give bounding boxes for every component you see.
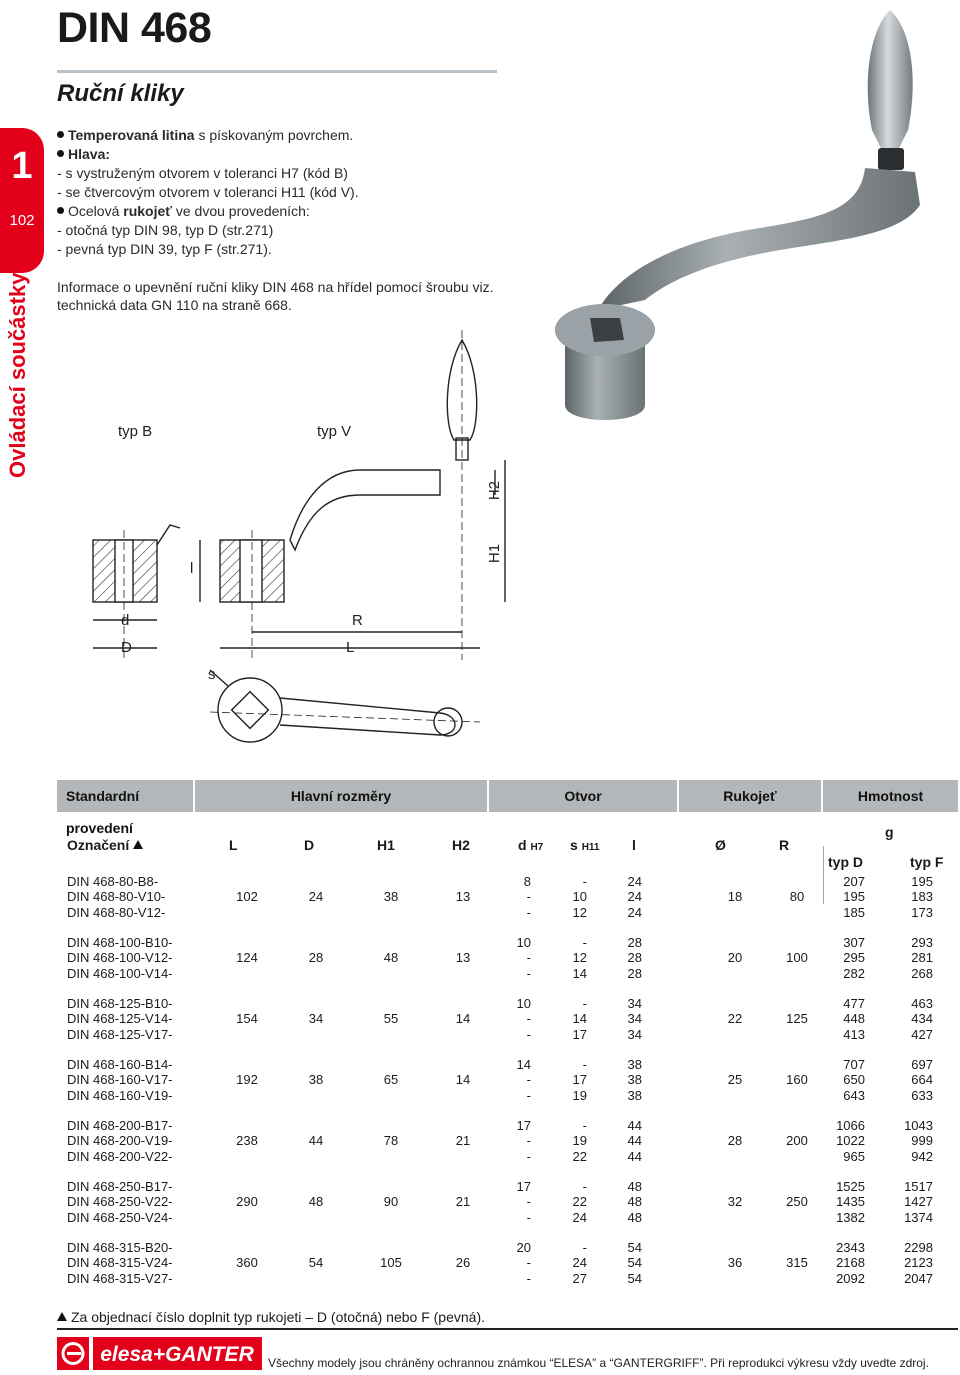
cell-dia: 18 [727, 889, 743, 905]
cell-l: 34 [627, 996, 642, 1011]
label-R: R [352, 612, 363, 629]
col-s-text: s [570, 837, 578, 853]
hub-v-bore [240, 540, 262, 602]
cell-weight-typ-d: 1525 [836, 1179, 865, 1194]
cell-weight-typ-f: 1517 [904, 1179, 933, 1194]
cell-d: 10 [516, 996, 531, 1011]
table-row-group [57, 1179, 958, 1240]
cell-d: - [526, 1087, 531, 1103]
order-code: DIN 468-160-V19- [67, 1087, 173, 1103]
cell-weight-typ-f: 2047 [904, 1270, 933, 1286]
cell-weight-typ-d: 2168 [836, 1255, 865, 1271]
cell-l: 38 [627, 1057, 642, 1072]
bullet-icon [57, 207, 64, 214]
cell-d: - [526, 1270, 531, 1286]
cell-h2: 14 [455, 1011, 471, 1027]
cell-weight-typ-d: 413 [843, 1026, 865, 1042]
cell-weight-typ-f: 183 [911, 889, 933, 905]
technical-drawing [60, 330, 520, 770]
col-s-tolerance: H11 [581, 842, 600, 853]
material-bold: Temperovaná litina [68, 127, 195, 143]
cell-l: 360 [236, 1255, 258, 1271]
cell-weight-typ-d: 1382 [836, 1209, 865, 1225]
cell-s: 19 [572, 1133, 587, 1149]
col-designation [67, 837, 147, 853]
cell-d: - [526, 1072, 531, 1088]
cell-l: 124 [236, 950, 258, 966]
cell-dia: 25 [727, 1072, 743, 1088]
order-code: DIN 468-200-B17- [67, 1118, 173, 1133]
order-code: DIN 468-100-V14- [67, 965, 173, 981]
description-list [57, 126, 359, 259]
order-code: DIN 468-315-V24- [67, 1255, 173, 1271]
col-typ-d: typ D [828, 854, 863, 870]
cell-weight-typ-f: 195 [911, 874, 933, 889]
cell-h1: 105 [380, 1255, 402, 1271]
header-weight: Hmotnost [823, 780, 958, 812]
cell-l: 28 [627, 935, 642, 950]
cell-s: 22 [572, 1148, 587, 1164]
cell-s: - [582, 935, 587, 950]
cell-d: 17 [516, 1179, 531, 1194]
cell-dia: 20 [727, 950, 743, 966]
col-L: L [229, 837, 238, 853]
table-section-header [57, 780, 958, 836]
plan-square [232, 692, 269, 729]
cell-weight-typ-f: 2123 [904, 1255, 933, 1271]
order-code: DIN 468-250-V22- [67, 1194, 173, 1210]
cell-s: 17 [572, 1026, 587, 1042]
label-d: d [121, 612, 130, 629]
page-subtitle: Ruční kliky [57, 80, 184, 107]
cell-d: 10 [516, 935, 531, 950]
cell-dia: 22 [727, 1011, 743, 1027]
cell-s: 17 [572, 1072, 587, 1088]
cell-weight-typ-f: 1427 [904, 1194, 933, 1210]
cell-l: 34 [627, 1026, 642, 1042]
cell-d: - [526, 889, 531, 905]
handle-option-d: - otočná typ DIN 98, typ D (str.271) [57, 222, 274, 238]
cell-l: 48 [627, 1179, 642, 1194]
page-title: DIN 468 [57, 4, 212, 52]
head-bold: Hlava: [68, 146, 111, 162]
cell-r: 250 [786, 1194, 808, 1210]
cell-d: - [526, 1209, 531, 1225]
cell-r: 80 [789, 889, 805, 905]
cell-h1: 55 [383, 1011, 399, 1027]
cell-weight-typ-f: 942 [911, 1148, 933, 1164]
order-code: DIN 468-100-B10- [67, 935, 173, 950]
cell-h1: 78 [383, 1133, 399, 1149]
cell-s: - [582, 1240, 587, 1255]
order-code: DIN 468-160-B14- [67, 1057, 173, 1072]
cell-s: 14 [572, 1011, 587, 1027]
head-option-b: - s vystruženým otvorem v toleranci H7 (kód B) [57, 165, 348, 181]
cell-h1: 48 [383, 950, 399, 966]
cell-weight-typ-d: 185 [843, 904, 865, 920]
order-code: DIN 468-315-V27- [67, 1270, 173, 1286]
cell-d: 14 [516, 1057, 531, 1072]
cell-l: 28 [627, 950, 642, 966]
label-s: s [208, 666, 216, 683]
cell-d: - [526, 904, 531, 920]
cell-s: - [582, 874, 587, 889]
plan-knob-end [434, 708, 462, 736]
hub-b-arm [157, 525, 180, 545]
table-row-group [57, 1118, 958, 1179]
cell-dia: 36 [727, 1255, 743, 1271]
header-standard: Standardní provedení [57, 780, 193, 812]
cell-s: 24 [572, 1209, 587, 1225]
cell-d: - [526, 1148, 531, 1164]
header-handle: Rukojeť [679, 780, 821, 812]
order-code: DIN 468-200-V22- [67, 1148, 173, 1164]
material-text: s pískovaným povrchem. [194, 127, 354, 143]
dimension-table [57, 780, 958, 1301]
handle-pre: Ocelová [68, 203, 124, 219]
cell-weight-typ-d: 477 [843, 996, 865, 1011]
cell-weight-typ-d: 448 [843, 1011, 865, 1027]
table-row-group [57, 1240, 958, 1301]
cell-h2: 26 [455, 1255, 471, 1271]
cell-h2: 13 [455, 889, 471, 905]
order-code: DIN 468-80-V10- [67, 889, 166, 905]
cell-dia: 32 [727, 1194, 743, 1210]
cell-weight-typ-f: 434 [911, 1011, 933, 1027]
col-l: l [632, 837, 636, 853]
cell-r: 125 [786, 1011, 808, 1027]
cell-l: 24 [627, 874, 642, 889]
info-line-1: Informace o upevnění ruční kliky DIN 468 na hřídel pomocí šroubu viz. [57, 279, 494, 295]
handle-option-f: - pevná typ DIN 39, typ F (str.271). [57, 241, 272, 257]
header-bore: Otvor [489, 780, 677, 812]
cell-weight-typ-f: 697 [911, 1057, 933, 1072]
order-code: DIN 468-250-B17- [67, 1179, 173, 1194]
footer-divider [57, 1328, 958, 1330]
page-number: 102 [9, 212, 35, 229]
label-L: L [346, 639, 355, 656]
col-d [518, 837, 543, 853]
label-h1: H1 [486, 543, 504, 564]
cell-l: 54 [627, 1240, 642, 1255]
cell-s: 22 [572, 1194, 587, 1210]
order-code: DIN 468-80-B8- [67, 874, 159, 889]
knob-shape [868, 10, 913, 150]
elesa-ganter-logo [57, 1337, 262, 1370]
table-row-group [57, 935, 958, 996]
info-text [57, 278, 494, 314]
col-s [570, 837, 599, 853]
table-body [57, 874, 958, 1301]
product-photo [520, 0, 960, 430]
chapter-number: 1 [11, 145, 33, 187]
cell-s: 27 [572, 1270, 587, 1286]
cell-weight-typ-f: 293 [911, 935, 933, 950]
cell-r: 315 [786, 1255, 808, 1271]
cell-s: - [582, 1057, 587, 1072]
cell-d: 34 [308, 1011, 324, 1027]
cell-d: 44 [308, 1133, 324, 1149]
col-diameter: Ø [715, 837, 726, 853]
cell-weight-typ-d: 2092 [836, 1270, 865, 1286]
order-code: DIN 468-125-B10- [67, 996, 173, 1011]
title-divider [57, 70, 497, 73]
cell-d: 48 [308, 1194, 324, 1210]
cell-weight-typ-f: 281 [911, 950, 933, 966]
cell-weight-typ-d: 282 [843, 965, 865, 981]
cell-s: 10 [572, 889, 587, 905]
col-D: D [304, 837, 315, 853]
cell-d: - [526, 1255, 531, 1271]
cell-s: - [582, 1118, 587, 1133]
cell-l: 44 [627, 1133, 642, 1149]
triangle-icon [133, 840, 143, 849]
cell-weight-typ-d: 650 [843, 1072, 865, 1088]
cell-l: 48 [627, 1194, 642, 1210]
cell-weight-typ-d: 207 [843, 874, 865, 889]
head-option-v: - se čtvercovým otvorem v toleranci H11 (kód V). [57, 184, 359, 200]
cell-weight-typ-f: 633 [911, 1087, 933, 1103]
bullet-icon [57, 150, 64, 157]
cell-h2: 21 [455, 1194, 471, 1210]
cell-d: 20 [516, 1240, 531, 1255]
cell-d: 54 [308, 1255, 324, 1271]
order-code: DIN 468-200-V19- [67, 1133, 173, 1149]
cell-weight-typ-d: 707 [843, 1057, 865, 1072]
cell-r: 160 [786, 1072, 808, 1088]
col-designation-text: Označení [67, 837, 130, 853]
cell-l: 238 [236, 1133, 258, 1149]
cell-dia: 28 [727, 1133, 743, 1149]
handle-text: ve dvou provedeních: [171, 203, 310, 219]
cell-l: 44 [627, 1118, 642, 1133]
cell-weight-typ-d: 965 [843, 1148, 865, 1164]
order-code: DIN 468-125-V17- [67, 1026, 173, 1042]
cell-weight-typ-d: 195 [843, 889, 865, 905]
cell-r: 100 [786, 950, 808, 966]
order-code: DIN 468-315-B20- [67, 1240, 173, 1255]
cell-l: 154 [236, 1011, 258, 1027]
cell-d: - [526, 1133, 531, 1149]
order-code: DIN 468-125-V14- [67, 1011, 173, 1027]
cell-l: 34 [627, 1011, 642, 1027]
chapter-tab [0, 128, 44, 273]
cell-l: 24 [627, 904, 642, 920]
label-D: D [121, 639, 132, 656]
arm-shape [598, 168, 920, 310]
info-line-2: technická data GN 110 na straně 668. [57, 297, 292, 313]
label-typ-v: typ V [317, 423, 352, 440]
cell-weight-typ-f: 1043 [904, 1118, 933, 1133]
order-code: DIN 468-100-V12- [67, 950, 173, 966]
square-hole [590, 318, 624, 342]
cell-weight-typ-f: 173 [911, 904, 933, 920]
table-row-group [57, 1057, 958, 1118]
cell-weight-typ-d: 1435 [836, 1194, 865, 1210]
order-code: DIN 468-80-V12- [67, 904, 166, 920]
cell-weight-typ-f: 2298 [904, 1240, 933, 1255]
col-typ-f: typ F [910, 854, 944, 870]
cell-s: 14 [572, 965, 587, 981]
cell-d: 38 [308, 1072, 324, 1088]
order-code: DIN 468-250-V24- [67, 1209, 173, 1225]
col-H1: H1 [377, 837, 395, 853]
cell-weight-typ-f: 999 [911, 1133, 933, 1149]
cell-weight-typ-d: 295 [843, 950, 865, 966]
knob-collar [878, 148, 904, 170]
cell-h1: 65 [383, 1072, 399, 1088]
cell-l: 38 [627, 1087, 642, 1103]
cell-d: 17 [516, 1118, 531, 1133]
cell-s: 19 [572, 1087, 587, 1103]
cell-h2: 14 [455, 1072, 471, 1088]
cell-s: 12 [572, 904, 587, 920]
cell-weight-typ-d: 1022 [836, 1133, 865, 1149]
cell-l: 54 [627, 1255, 642, 1271]
cell-l: 44 [627, 1148, 642, 1164]
triangle-icon [57, 1312, 67, 1321]
cell-weight-typ-f: 664 [911, 1072, 933, 1088]
cell-d: 24 [308, 889, 324, 905]
cell-d: 8 [523, 874, 531, 889]
cell-weight-typ-d: 1066 [836, 1118, 865, 1133]
label-typ-b: typ B [118, 423, 153, 440]
cell-weight-typ-f: 427 [911, 1026, 933, 1042]
cell-l: 48 [627, 1209, 642, 1225]
col-d-tolerance: H7 [530, 842, 544, 853]
cell-l: 290 [236, 1194, 258, 1210]
bullet-head [57, 145, 359, 164]
cell-l: 192 [236, 1072, 258, 1088]
col-g: g [885, 824, 894, 840]
col-d-text: d [518, 837, 527, 853]
cell-weight-typ-f: 1374 [904, 1209, 933, 1225]
cell-l: 24 [627, 889, 642, 905]
cell-s: 12 [572, 950, 587, 966]
footnote [57, 1309, 485, 1325]
copyright-text: Všechny modely jsou chráněny ochrannou známkou “ELESA” a “GANTERGRIFF”. Při reprodukci výkresu vždy uvedte zdroj. [268, 1356, 929, 1370]
bullet-handle [57, 202, 359, 221]
table-row-group [57, 874, 958, 935]
header-main-dims: Hlavní rozměry [195, 780, 487, 812]
cell-l: 54 [627, 1270, 642, 1286]
table-column-header [57, 812, 958, 874]
table-row-group [57, 996, 958, 1057]
cell-s: - [582, 1179, 587, 1194]
col-H2: H2 [452, 837, 470, 853]
cell-d: - [526, 1026, 531, 1042]
bullet-material [57, 126, 359, 145]
cell-l: 38 [627, 1072, 642, 1088]
label-l-small: l [190, 560, 194, 577]
cell-d: - [526, 1011, 531, 1027]
label-h2: H2 [486, 480, 504, 501]
cell-s: - [582, 996, 587, 1011]
cell-h2: 21 [455, 1133, 471, 1149]
footnote-text: Za objednací číslo doplnit typ rukojeti – D (otočná) nebo F (pevná). [71, 1309, 485, 1325]
cell-d: - [526, 1194, 531, 1210]
order-code: DIN 468-160-V17- [67, 1072, 173, 1088]
cell-d: - [526, 965, 531, 981]
drawing-arm [290, 470, 440, 550]
handle-bold: rukojeť [123, 203, 172, 219]
cell-d: - [526, 950, 531, 966]
section-label: Ovládací součástky [5, 272, 30, 478]
cell-weight-typ-f: 463 [911, 996, 933, 1011]
cell-r: 200 [786, 1133, 808, 1149]
col-R: R [779, 837, 790, 853]
cell-h1: 38 [383, 889, 399, 905]
cell-weight-typ-d: 2343 [836, 1240, 865, 1255]
cell-l: 102 [236, 889, 258, 905]
cell-s: 24 [572, 1255, 587, 1271]
cell-l: 28 [627, 965, 642, 981]
plan-arm [280, 698, 455, 735]
cell-weight-typ-d: 307 [843, 935, 865, 950]
cell-h1: 90 [383, 1194, 399, 1210]
bullet-icon [57, 131, 64, 138]
cell-weight-typ-f: 268 [911, 965, 933, 981]
logo-text: elesa+GANTER [100, 1343, 254, 1366]
plan-hub [218, 678, 282, 742]
cell-h2: 13 [455, 950, 471, 966]
cell-d: 28 [308, 950, 324, 966]
cell-weight-typ-d: 643 [843, 1087, 865, 1103]
